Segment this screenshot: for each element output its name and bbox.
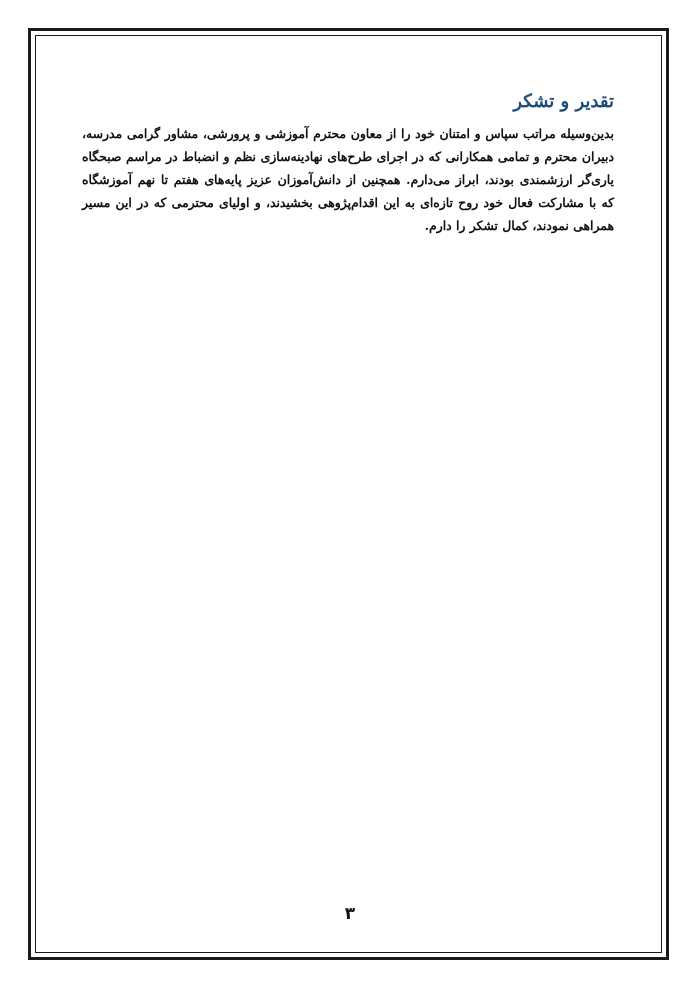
page-number: ۳ [344, 904, 356, 924]
acknowledgement-section [82, 88, 614, 237]
section-heading: تقدیر و تشکر [513, 91, 614, 112]
acknowledgement-paragraph [82, 122, 614, 237]
paragraph-line: دبیران محترم و تمامی همکارانی که در اجرای طرح‌های نهادینه‌سازی نظم و انضباط در مراسم صبحگاه [82, 149, 614, 164]
paragraph-line: همراهی نمودند، کمال تشکر را دارم. [424, 218, 614, 233]
paragraph-line: که با مشارکت فعال خود روح تازه‌ای به این اقدام‌پژوهی بخشیدند، و اولیای محترمی که در این مسیر [82, 195, 614, 210]
paragraph-line: بدین‌وسیله مراتب سپاس و امتنان خود را از معاون محترم آموزشی و پرورشی، مشاور گرامی مدرسه، [82, 126, 614, 141]
paragraph-line: یاری‌گر ارزشمندی بودند، ابراز می‌دارم. همچنین از دانش‌آموزان عزیز پایه‌های هفتم تا نهم آموزشگاه [82, 172, 614, 187]
